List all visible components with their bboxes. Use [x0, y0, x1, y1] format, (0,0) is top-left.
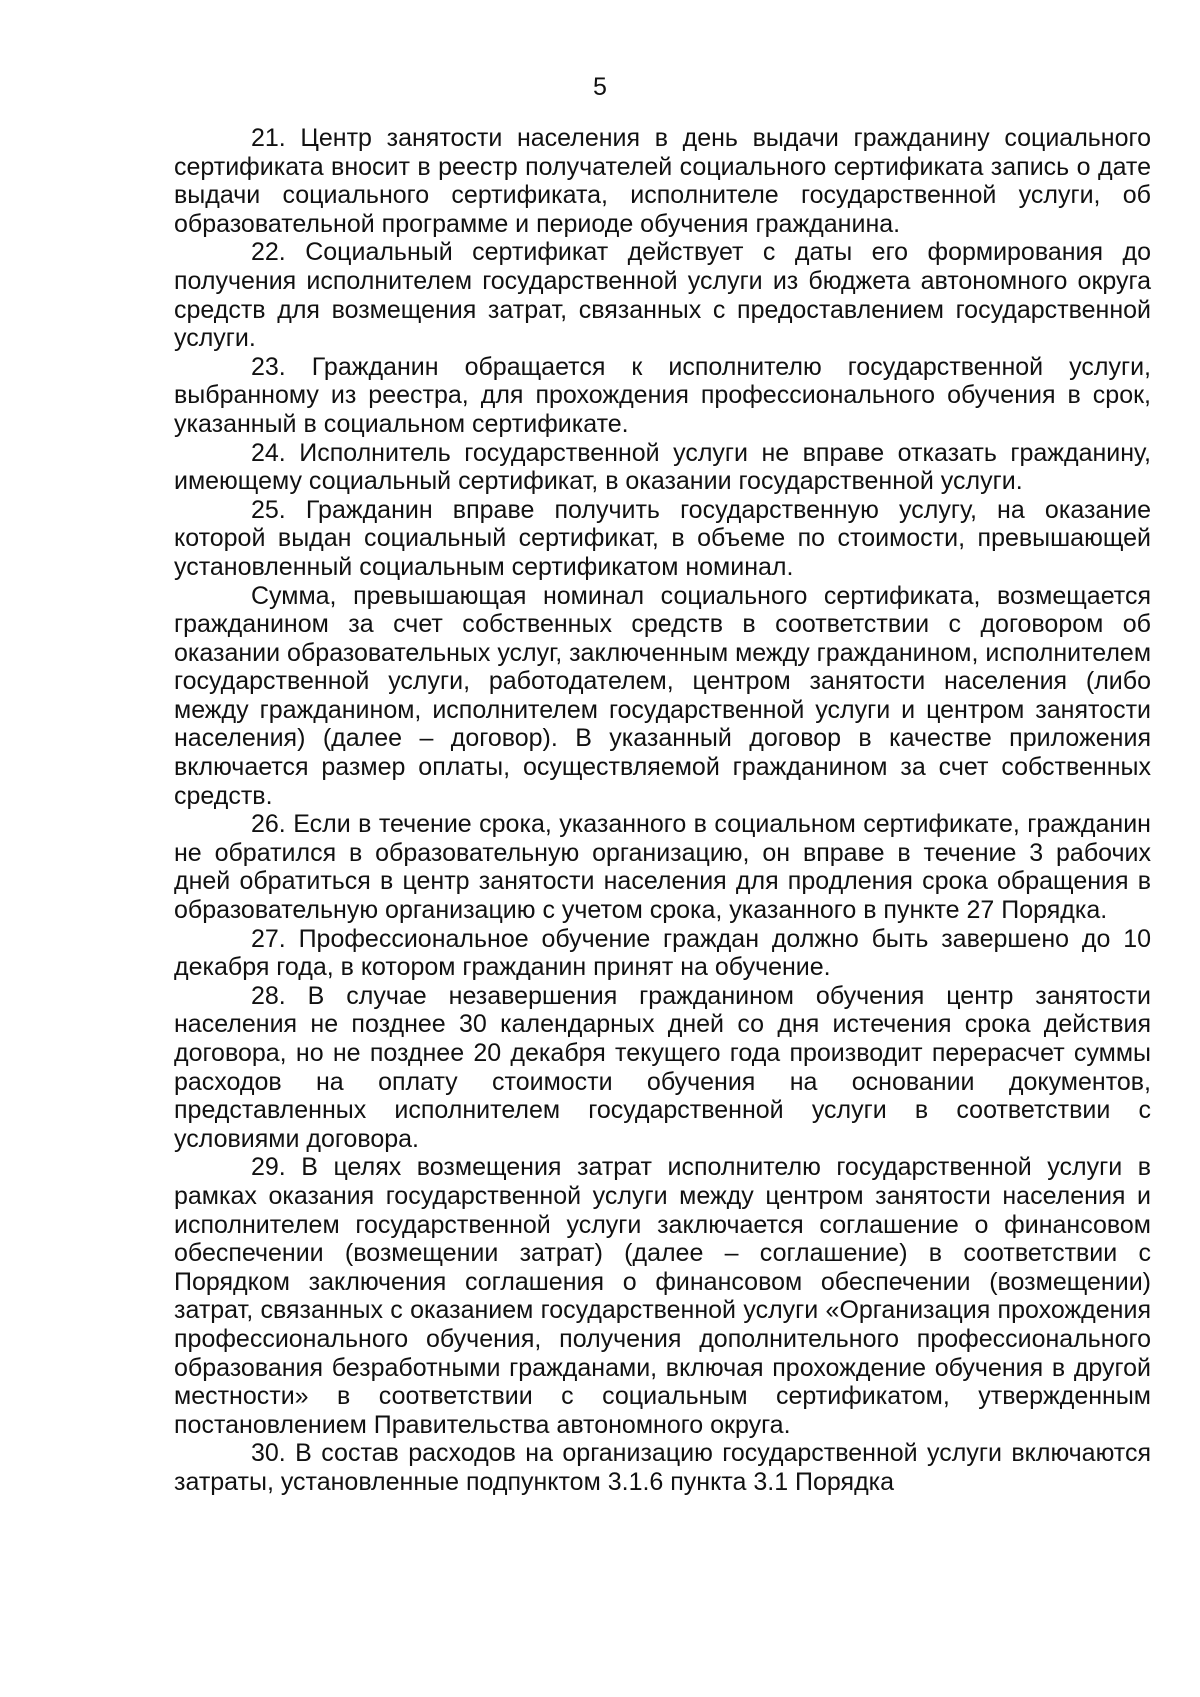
paragraph-25-continued: Сумма, превышающая номинал социального сертификата, возмещается гражданином за счет собственных средств в соответствии с договором об оказании образовательных услуг, заключенным между гражданином, исполнителем государственной услуги, работодателем, центром занятости населения (либо между гражданином, исполнителем государственной услуги и центром занятости населения) (далее – договор). В указанный договор в качестве приложения включается размер оплаты, осуществляемой гражданином за счет собственных средств.: [174, 581, 1152, 810]
paragraph-29: 29. В целях возмещения затрат исполнителю государственной услуги в рамках оказания государственной услуги между центром занятости населения и исполнителем государственной услуги заключается соглашение о финансовом обеспечении (возмещении затрат) (далее – соглашение) в соответствии с Порядком заключения соглашения о финансовом обеспечении (возмещении) затрат, связанных с оказанием государственной услуги «Организация прохождения профессионального обучения, получения дополнительного профессионального образования безработными гражданами, включая прохождение обучения в другой местности» в соответствии с социальным сертификатом, утвержденным постановлением Правительства автономного округа.: [174, 1153, 1151, 1439]
paragraph-25: 25. Гражданин вправе получить государственную услугу, на оказание которой выдан социальный сертификат, в объеме по стоимости, превышающей установленный социальным сертификатом номинал.: [174, 495, 1151, 581]
paragraph-30: 30. В состав расходов на организацию государственной услуги включаются затраты, установленные подпунктом 3.1.6 пункта 3.1 Порядка: [174, 1439, 1151, 1496]
paragraph-21: 21. Центр занятости населения в день выдачи гражданину социального сертификата вносит в реестр получателей социального сертификата запись о дате выдачи социального сертификата, исполнителе государственной услуги, об образовательной программе и периоде обучения гражданина.: [174, 124, 1151, 238]
document-body: [174, 124, 1151, 1497]
paragraph-27: 27. Профессиональное обучение граждан должно быть завершено до 10 декабря года, в котором гражданин принят на обучение.: [174, 924, 1151, 982]
paragraph-24: 24. Исполнитель государственной услуги не вправе отказать гражданину, имеющему социальный сертификат, в оказании государственной услуги.: [174, 438, 1151, 496]
paragraph-28: 28. В случае незавершения гражданином обучения центр занятости населения не позднее 30 календарных дней со дня истечения срока действия договора, но не позднее 20 декабря текущего года производит перерасчет суммы расходов на оплату стоимости обучения на основании документов, представленных исполнителем государственной услуги в соответствии с условиями договора.: [174, 981, 1151, 1153]
paragraph-26: 26. Если в течение срока, указанного в социальном сертификате, гражданин не обратился в образовательную организацию, он вправе в течение 3 рабочих дней обратиться в центр занятости населения для продления срока обращения в образовательную организацию с учетом срока, указанного в пункте 27 Порядка.: [174, 810, 1151, 925]
paragraph-23: 23. Гражданин обращается к исполнителю государственной услуги, выбранному из реестра, для прохождения профессионального обучения в срок, указанный в социальном сертификате.: [174, 352, 1151, 438]
paragraph-22: 22. Социальный сертификат действует с даты его формирования до получения исполнителем государственной услуги из бюджета автономного округа средств для возмещения затрат, связанных с предоставлением государственной услуги.: [174, 238, 1151, 353]
page-number: 5: [593, 73, 607, 101]
